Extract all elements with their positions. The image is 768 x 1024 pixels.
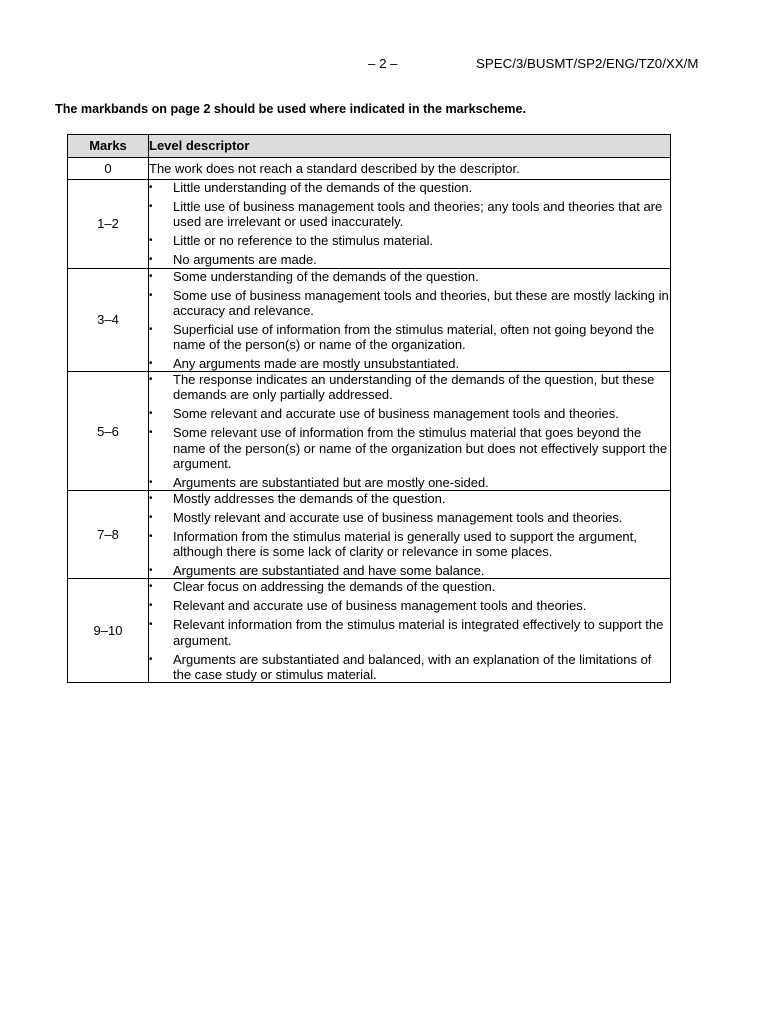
- bullet-icon: •: [149, 619, 153, 631]
- list-item: [149, 475, 670, 490]
- list-item: [149, 233, 670, 248]
- bullet-icon: •: [149, 235, 153, 247]
- descriptor-text: Little understanding of the demands of the question.: [173, 180, 473, 196]
- descriptor-text: Arguments are substantiated but are mostly one-sided.: [173, 474, 489, 490]
- marks-cell: 7–8: [68, 491, 149, 579]
- bullet-icon: •: [149, 493, 153, 505]
- list-item: [149, 356, 670, 371]
- bullet-icon: •: [149, 201, 153, 213]
- descriptor-text: Some relevant use of information from the stimulus material that goes beyond the name of the person(s) or name of the organization but does not effectively support the argument.: [173, 425, 668, 471]
- bullet-icon: •: [149, 323, 153, 335]
- list-item: [149, 372, 670, 402]
- descriptor-text: The response indicates an understanding of the demands of the question, but these demands are only partially addressed.: [173, 372, 655, 403]
- list-item: [149, 199, 670, 229]
- level-descriptor-cell: [149, 491, 671, 579]
- bullet-icon: •: [149, 254, 153, 266]
- descriptor-list: [149, 491, 670, 578]
- marks-cell: 1–2: [68, 180, 149, 268]
- descriptor-text: Relevant information from the stimulus material is integrated effectively to support the argument.: [173, 617, 664, 648]
- bullet-icon: •: [149, 600, 153, 612]
- bullet-icon: •: [149, 374, 153, 386]
- marks-cell: 0: [68, 158, 149, 180]
- markbands-intro: The markbands on page 2 should be used where indicated in the markscheme.: [55, 102, 526, 116]
- list-item: [149, 252, 670, 267]
- list-item: [149, 269, 670, 284]
- descriptor-text: Some understanding of the demands of the question.: [173, 268, 479, 284]
- descriptor-text: Arguments are substantiated and balanced, with an explanation of the limitations of the case study or stimulus material.: [173, 651, 652, 682]
- descriptor-text: Relevant and accurate use of business management tools and theories.: [173, 598, 587, 614]
- bullet-icon: •: [149, 653, 153, 665]
- list-item: [149, 617, 670, 647]
- list-item: [149, 563, 670, 578]
- level-descriptor-cell: [149, 268, 671, 372]
- list-item: [149, 288, 670, 318]
- descriptor-text: Superficial use of information from the stimulus material, often not going beyond the name of the person(s) or name of the organization.: [173, 321, 655, 353]
- level-descriptor-cell: [149, 372, 671, 491]
- list-item: [149, 425, 670, 471]
- list-item: [149, 529, 670, 559]
- descriptor-text: Arguments are substantiated and have some balance.: [173, 563, 485, 579]
- bullet-icon: •: [149, 289, 153, 301]
- bullet-icon: •: [149, 476, 153, 488]
- bullet-icon: •: [149, 427, 153, 439]
- descriptor-text: Mostly relevant and accurate use of business management tools and theories.: [173, 510, 623, 526]
- bullet-icon: •: [149, 270, 153, 282]
- bullet-icon: •: [149, 512, 153, 524]
- list-item: [149, 652, 670, 682]
- list-item: [149, 579, 670, 594]
- list-item: [149, 322, 670, 352]
- descriptor-text: Some use of business management tools and theories, but these are mostly lacking in accuracy and relevance.: [173, 287, 669, 318]
- table-body: [68, 158, 671, 683]
- descriptor-text: Any arguments made are mostly unsubstantiated.: [173, 356, 460, 372]
- marks-column-header: Marks: [68, 135, 149, 158]
- descriptor-text: No arguments are made.: [173, 252, 317, 268]
- list-item: [149, 510, 670, 525]
- descriptor-text: Little use of business management tools and theories; any tools and theories that are used are irrelevant or used inaccurately.: [173, 199, 663, 230]
- marks-cell: 3–4: [68, 268, 149, 372]
- level-descriptor-cell: [149, 579, 671, 683]
- level-descriptor-column-header: Level descriptor: [149, 135, 671, 158]
- descriptor-text: Mostly addresses the demands of the question.: [173, 491, 446, 507]
- document-code: SPEC/3/BUSMT/SP2/ENG/TZ0/XX/M: [476, 56, 699, 71]
- bullet-icon: •: [149, 358, 153, 370]
- descriptor-text: Some relevant and accurate use of business management tools and theories.: [173, 406, 619, 422]
- table-row: [68, 158, 671, 180]
- descriptor-text: Little or no reference to the stimulus material.: [173, 233, 434, 249]
- descriptor-text: The work does not reach a standard described by the descriptor.: [149, 161, 520, 176]
- bullet-icon: •: [149, 531, 153, 543]
- descriptor-text: Information from the stimulus material is generally used to support the argument, although there is some lack of clarity or relevance in some places.: [173, 529, 637, 560]
- table-row: [68, 180, 671, 268]
- list-item: [149, 598, 670, 613]
- descriptor-list: [149, 269, 670, 372]
- bullet-icon: •: [149, 182, 153, 194]
- bullet-icon: •: [149, 408, 153, 420]
- list-item: [149, 180, 670, 195]
- table-header-row: [68, 135, 671, 158]
- level-descriptor-cell: [149, 180, 671, 268]
- page-number: – 2 –: [368, 56, 398, 71]
- descriptor-list: [149, 579, 670, 682]
- level-descriptor-cell: [149, 158, 671, 180]
- table-row: [68, 268, 671, 372]
- descriptor-list: [149, 180, 670, 267]
- list-item: [149, 406, 670, 421]
- bullet-icon: •: [149, 581, 153, 593]
- descriptor-text: Clear focus on addressing the demands of the question.: [173, 579, 496, 595]
- markbands-table: [67, 134, 671, 683]
- marks-cell: 9–10: [68, 579, 149, 683]
- list-item: [149, 491, 670, 506]
- table-row: [68, 491, 671, 579]
- marks-cell: 5–6: [68, 372, 149, 491]
- table-row: [68, 579, 671, 683]
- descriptor-list: [149, 372, 670, 490]
- table-row: [68, 372, 671, 491]
- bullet-icon: •: [149, 565, 153, 577]
